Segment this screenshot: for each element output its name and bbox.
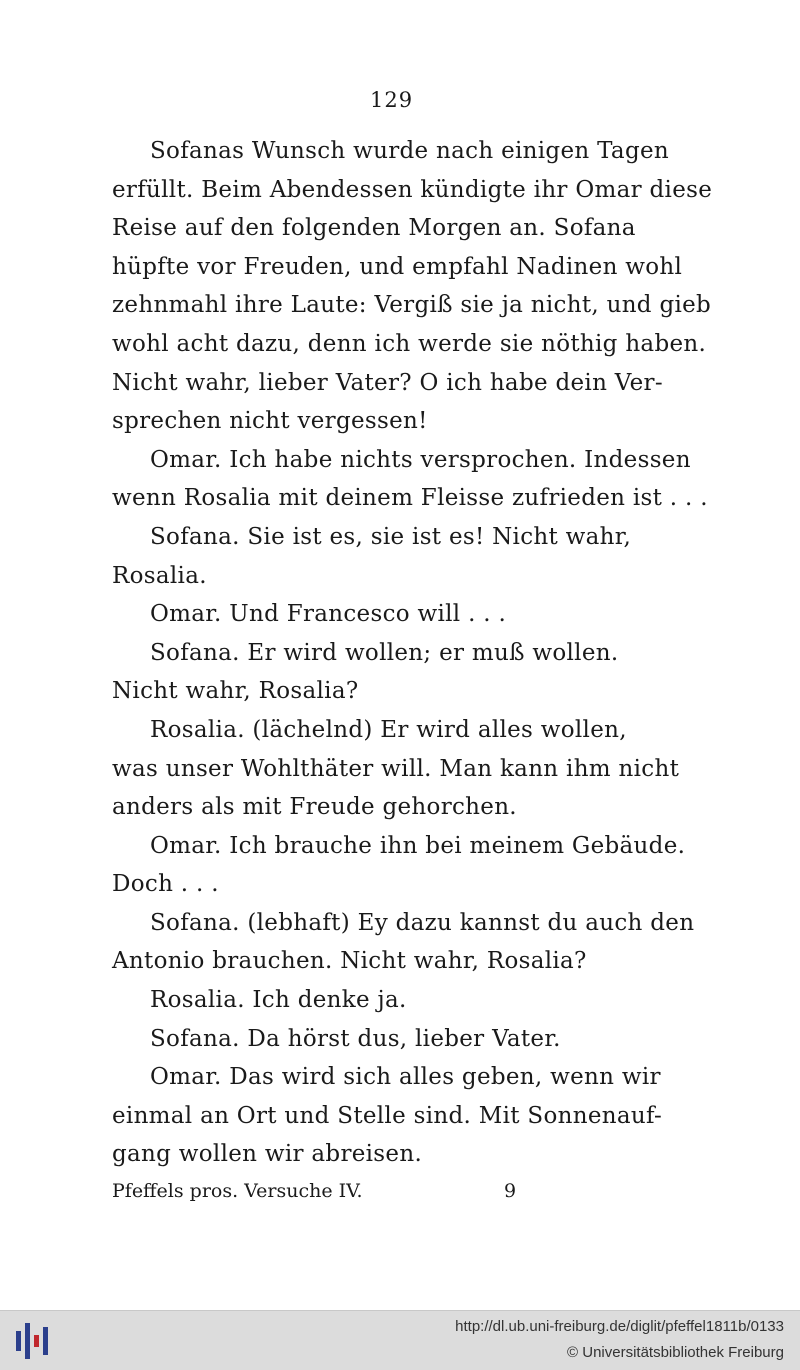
text-line: sprechen nicht vergessen!	[112, 408, 428, 435]
copyright-notice: © Universitätsbibliothek Freiburg	[567, 1344, 784, 1361]
text-line: Rosalia.	[112, 562, 207, 589]
sheet-number: 9	[504, 1180, 517, 1202]
text-line: wohl acht dazu, denn ich werde sie nöthig haben.	[112, 330, 707, 357]
text-line: Rosalia. (lächelnd) Er wird alles wollen,	[150, 716, 627, 743]
text-line: Sofanas Wunsch wurde nach einigen Tagen	[150, 138, 669, 164]
text-line: Nicht wahr, Rosalia?	[112, 678, 359, 705]
text-line: wenn Rosalia mit deinem Fleisse zufrieden ist . . .	[112, 485, 708, 512]
signature-mark: Pfeffels pros. Versuche IV.	[112, 1180, 363, 1202]
page-text	[112, 132, 713, 1174]
viewer-footer-bar	[0, 1310, 800, 1370]
ub-freiburg-logo-icon[interactable]	[14, 1321, 54, 1361]
text-line: Sofana. (lebhaft) Ey dazu kannst du auch den	[150, 909, 695, 936]
text-line: Omar. Ich habe nichts versprochen. Indessen	[150, 446, 691, 473]
text-line: Sofana. Da hörst dus, lieber Vater.	[150, 1025, 561, 1052]
text-line: anders als mit Freude gehorchen.	[112, 794, 517, 821]
text-line: Omar. Ich brauche ihn bei meinem Gebäude.	[150, 832, 686, 859]
text-line: Omar. Und Francesco will . . .	[150, 601, 507, 628]
document-url[interactable]: http://dl.ub.uni-freiburg.de/diglit/pfeffel1811b/0133	[455, 1318, 784, 1335]
text-line: Doch . . .	[112, 871, 219, 898]
text-line: gang wollen wir abreisen.	[112, 1141, 423, 1168]
text-line: Omar. Das wird sich alles geben, wenn wir	[150, 1064, 661, 1091]
text-line: Rosalia. Ich denke ja.	[150, 987, 407, 1014]
text-line: zehnmahl ihre Laute: Vergiß sie ja nicht, und gieb	[112, 292, 712, 319]
text-line: Reise auf den folgenden Morgen an. Sofana	[112, 215, 636, 242]
text-line: erfüllt. Beim Abendessen kündigte ihr Omar diese	[112, 176, 713, 203]
text-line: Sofana. Er wird wollen; er muß wollen.	[150, 639, 619, 666]
text-line: einmal an Ort und Stelle sind. Mit Sonnenauf-	[112, 1102, 663, 1129]
text-line: hüpfte vor Freuden, und empfahl Nadinen wohl	[112, 253, 683, 280]
text-line: was unser Wohlthäter will. Man kann ihm nicht	[112, 755, 680, 782]
page-number: 129	[370, 88, 414, 112]
text-line: Antonio brauchen. Nicht wahr, Rosalia?	[112, 948, 587, 975]
text-line: Nicht wahr, lieber Vater? O ich habe dein Ver-	[112, 369, 663, 396]
text-line: Sofana. Sie ist es, sie ist es! Nicht wahr,	[150, 523, 632, 550]
